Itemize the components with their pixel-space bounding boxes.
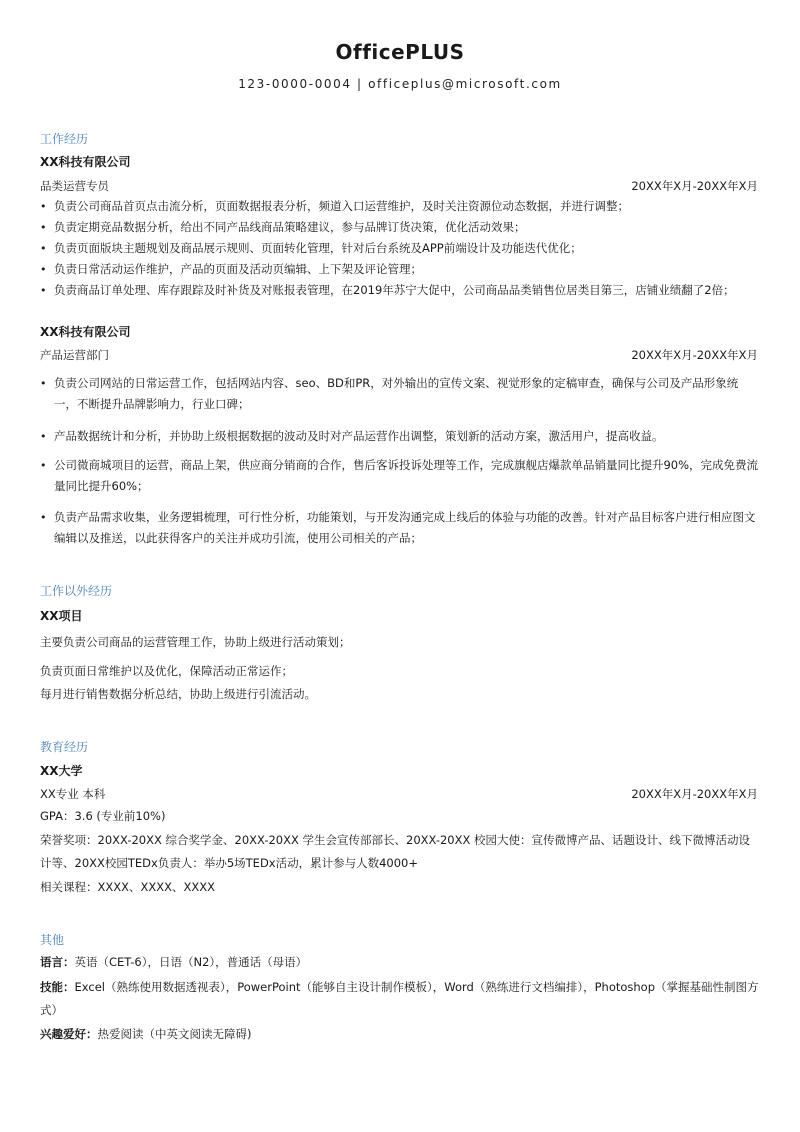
list-item: • 负责产品需求收集，业务逻辑梳理，可行性分析，功能策划，与开发沟通完成上线后的体验与功能的改善。针对产品目标客户进行相应图文编辑以及推送，以此获得客户的关注并成功引流，使用公司相关的产品； (40, 507, 760, 549)
language-line (40, 951, 760, 974)
list-item: • 公司微商城项目的运营，商品上架，供应商分销商的合作，售后客诉投诉处理等工作，完成旗舰店爆款单品销量同比提升90%，完成免费流量同比提升60%； (40, 455, 760, 497)
courses: 相关课程：XXXX、XXXX、XXXX (40, 880, 216, 894)
list-item: • 负责公司商品首页点击流分析，页面数据报表分析，频道入口运营维护，及时关注资源位动态数据，并进行调整； (40, 196, 760, 217)
language-label: 语言： (40, 955, 75, 969)
section-title-misc: 其他 (40, 933, 65, 947)
skills-line (40, 976, 760, 1022)
skills-label: 技能： (40, 980, 75, 994)
job-period: 20XX年X月-20XX年X月 (631, 348, 758, 362)
gpa: GPA：3.6 (专业前10%) (40, 809, 166, 823)
company-name: XX科技有限公司 (40, 155, 131, 169)
job-period: 20XX年X月-20XX年X月 (631, 179, 758, 193)
major-row (40, 786, 758, 802)
list-item: • 负责页面版块主题规划及商品展示规则、页面转化管理，针对后台系统及APP前端设计及功能迭代优化； (40, 238, 760, 259)
list-item: • 产品数据统计和分析，并协助上级根据数据的波动及时对产品运营作出调整，策划新的活动方案，激活用户，提高收益。 (40, 426, 760, 447)
list-item: 每月进行销售数据分析总结，协助上级进行引流活动。 (40, 687, 316, 701)
major-degree: XX专业 本科 (40, 787, 106, 801)
language-value: 英语（CET-6），日语（N2），普通话（母语） (74, 955, 308, 969)
list-item: 主要负责公司商品的运营管理工作，协助上级进行活动策划； (40, 635, 351, 649)
contact-line: 123-0000-0004 | officeplus@microsoft.com (238, 77, 562, 91)
section-title-other-experience: 工作以外经历 (40, 584, 113, 598)
section-title-education: 教育经历 (40, 740, 89, 754)
company-name: XX科技有限公司 (40, 325, 131, 339)
list-item: • 负责商品订单处理、库存跟踪及时补货及对账报表管理，在2019年苏宁大促中，公司商品品类销售位居类目第三，店铺业绩翻了2倍； (40, 280, 760, 301)
honors: 荣誉奖项：20XX-20XX 综合奖学金、20XX-20XX 学生会宣传部部长、20XX-20XX 校园大使：宣传微博产品、话题设计、线下微博活动设计等、20XX校园TEDx负责人：举办5场TEDx活动，累计参与人数4000+ (40, 833, 751, 870)
school-name: XX大学 (40, 764, 83, 778)
list-item: • 负责定期竞品数据分析，给出不同产品线商品策略建议，参与品牌订货决策，优化活动效果； (40, 217, 760, 238)
hobby-line (40, 1023, 760, 1046)
list-item: • 负责日常活动运作维护，产品的页面及活动页编辑、上下架及评论管理； (40, 259, 760, 280)
hobby-label: 兴趣爱好： (40, 1027, 98, 1041)
skills-value: Excel（熟练使用数据透视表），PowerPoint（能够自主设计制作模板），Word（熟练进行文档编排），Photoshop（掌握基础性制图方式） (40, 980, 759, 1017)
hobby-value: 热爱阅读（中英文阅读无障碍) (97, 1027, 252, 1041)
project-name: XX项目 (40, 609, 83, 623)
job-role: 产品运营部门 (40, 348, 109, 362)
job-role-row (40, 178, 758, 194)
list-item: 负责页面日常维护以及优化，保障活动正常运作； (40, 664, 293, 678)
job-role-row (40, 347, 758, 363)
job-role: 品类运营专员 (40, 179, 109, 193)
candidate-name: OfficePLUS (335, 40, 465, 64)
education-period: 20XX年X月-20XX年X月 (631, 787, 758, 801)
section-title-work: 工作经历 (40, 132, 89, 146)
list-item: • 负责公司网站的日常运营工作，包括网站内容、seo、BD和PR，对外输出的宣传文案、视觉形象的定稿审查，确保与公司及产品形象统一，不断提升品牌影响力，行业口碑； (40, 373, 760, 415)
